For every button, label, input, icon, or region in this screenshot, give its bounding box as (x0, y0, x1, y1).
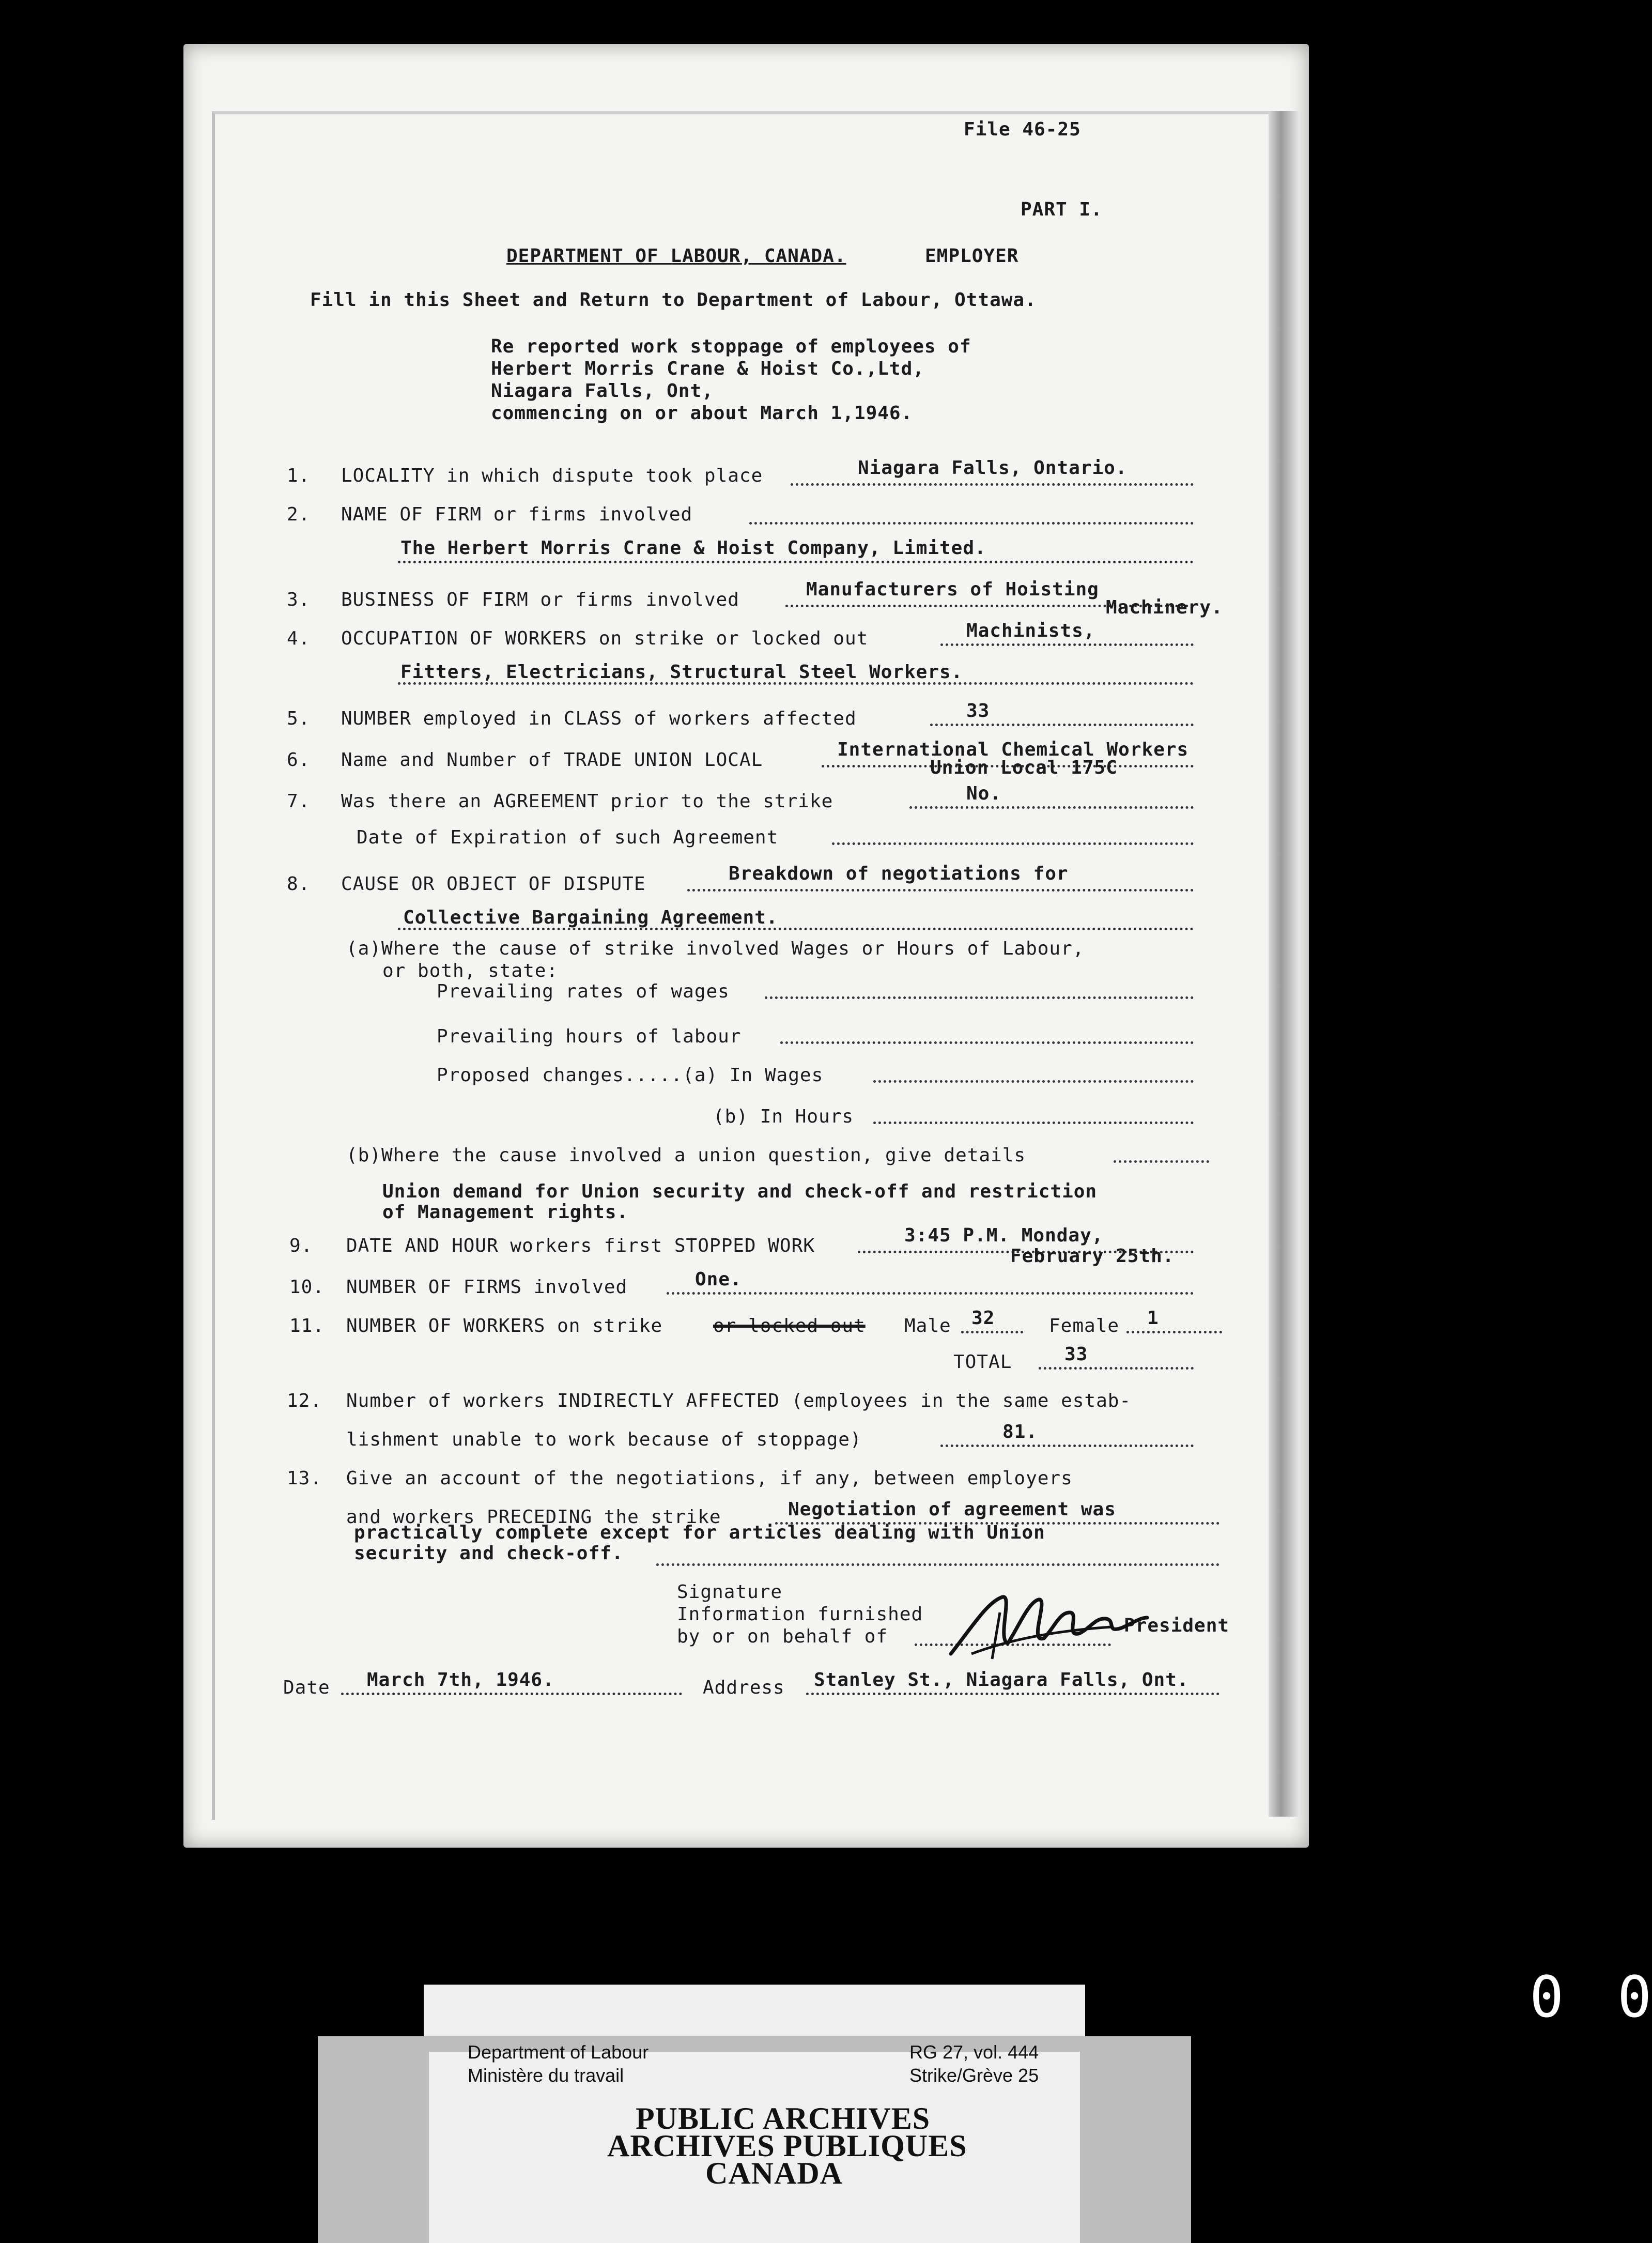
item-value: Negotiation of agreement was (788, 1499, 1116, 1520)
item-value: Breakdown of negotiations for (729, 863, 1069, 884)
item-value-cont: practically complete except for articles dealing with Union (354, 1522, 1045, 1543)
item-number: 1. (287, 465, 311, 486)
union-detail-1: Union demand for Union security and check-off and restriction (382, 1181, 1098, 1202)
fill-line (687, 889, 1194, 892)
item-value: 3:45 P.M. Monday, (904, 1225, 1104, 1246)
department-title: DEPARTMENT OF LABOUR, CANADA. (506, 245, 846, 267)
fill-line (961, 1331, 1023, 1333)
fill-line (780, 1041, 1194, 1044)
fill-line (656, 1563, 1219, 1566)
re-line-3: Niagara Falls, Ont, (491, 380, 714, 402)
union-detail-2: of Management rights. (382, 1202, 629, 1223)
fill-line (791, 483, 1194, 486)
item-label: Was there an AGREEMENT prior to the strike (341, 791, 833, 812)
item-label: Name and Number of TRADE UNION LOCAL (341, 749, 763, 771)
item-label: LOCALITY in which dispute took place (341, 465, 763, 486)
item-label: NUMBER employed in CLASS of workers affected (341, 708, 857, 729)
item-number: 12. (287, 1390, 322, 1411)
fill-line (832, 842, 1194, 845)
item-label: Number of workers INDIRECTLY AFFECTED (employees in the same estab- (346, 1390, 1132, 1411)
item-label: NUMBER OF FIRMS involved (346, 1277, 628, 1298)
fill-line (909, 806, 1194, 809)
archives-title-en: PUBLIC ARCHIVES (636, 2101, 931, 2136)
fill-line (873, 1080, 1194, 1083)
female-label: Female (1049, 1315, 1120, 1336)
item-value-cont: Fitters, Electricians, Structural Steel Workers. (400, 662, 963, 683)
fill-line (765, 996, 1194, 999)
fill-line (940, 1445, 1194, 1447)
union-question: (b)Where the cause involved a union question, give details (346, 1145, 1026, 1166)
item-label-cont: and workers PRECEDING the strike (346, 1507, 721, 1528)
fill-line (398, 561, 1194, 563)
struck-out-text: or locked out (713, 1315, 866, 1336)
item-label: DATE AND HOUR workers first STOPPED WORK (346, 1235, 815, 1256)
item-value-cont: Collective Bargaining Agreement. (403, 907, 778, 928)
item-number: 4. (287, 628, 311, 649)
fill-line (1039, 1367, 1194, 1370)
female-count: 1 (1147, 1308, 1159, 1329)
item-label: OCCUPATION OF WORKERS on strike or locked out (341, 628, 869, 649)
item-number: 11. (289, 1315, 325, 1336)
item-label: BUSINESS OF FIRM or firms involved (341, 589, 739, 610)
item-label-cont: lishment unable to work because of stoppage) (346, 1429, 862, 1450)
frame-digit: 0 (1530, 1964, 1565, 2030)
item-number: 2. (287, 504, 311, 525)
item-label: CAUSE OR OBJECT OF DISPUTE (341, 873, 646, 895)
proposed-hours-label: (b) In Hours (713, 1106, 854, 1127)
address-value: Stanley St., Niagara Falls, Ont. (814, 1669, 1189, 1691)
item-value: Niagara Falls, Ontario. (858, 457, 1128, 479)
item-number: 3. (287, 589, 311, 610)
item-number: 10. (289, 1277, 325, 1298)
wage-rates-label: Prevailing rates of wages (437, 981, 730, 1002)
department-fr: Ministère du travail (468, 2065, 624, 2086)
signature-label: Signature (677, 1581, 783, 1603)
re-line-1: Re reported work stoppage of employees of (491, 336, 971, 357)
date-value: March 7th, 1946. (367, 1669, 554, 1691)
film-frame-marker (1530, 1964, 1652, 2030)
item-number: 5. (287, 708, 311, 729)
file-number: File 46-25 (964, 119, 1081, 140)
fill-line (667, 1292, 1194, 1295)
item-value: International Chemical Workers (837, 739, 1189, 760)
fill-line (1126, 1331, 1222, 1333)
fill-line (873, 1122, 1194, 1124)
address-label: Address (703, 1677, 785, 1698)
total-count: 33 (1064, 1344, 1088, 1365)
strike-reference: Strike/Grève 25 (909, 2065, 1039, 2086)
fill-line (398, 682, 1194, 685)
hours-label: Prevailing hours of labour (437, 1026, 742, 1047)
wages-question-cont: or both, state: (382, 960, 559, 981)
item-value: The Herbert Morris Crane & Hoist Company, Limited. (400, 537, 986, 559)
frame-digit: 0 (1617, 1964, 1652, 2030)
fill-line (806, 1693, 1219, 1695)
fill-line (749, 522, 1194, 525)
item-value: 81. (1002, 1421, 1038, 1442)
re-line-2: Herbert Morris Crane & Hoist Co.,Ltd, (491, 358, 924, 379)
department-en: Department of Labour (468, 2041, 649, 2063)
item-value: No. (966, 783, 1002, 804)
item-sublabel: Date of Expiration of such Agreement (357, 827, 779, 848)
fill-line (1114, 1160, 1209, 1163)
total-label: TOTAL (953, 1351, 1012, 1373)
fill-line (341, 1693, 682, 1695)
archives-title-country: CANADA (705, 2156, 843, 2190)
item-number: 6. (287, 749, 311, 771)
item-value: One. (695, 1269, 742, 1290)
item-label: NAME OF FIRM or firms involved (341, 504, 693, 525)
item-value: Machinists, (966, 620, 1095, 641)
information-furnished-label: Information furnished (677, 1604, 923, 1625)
item-value-cont: Machinery. (1106, 597, 1223, 618)
item-value-cont: Union Local 175C (930, 757, 1118, 778)
on-behalf-label: by or on behalf of (677, 1626, 888, 1647)
archives-title-fr: ARCHIVES PUBLIQUES (607, 2129, 967, 2163)
item-value: 33 (966, 700, 990, 721)
page-edge (1269, 111, 1300, 1817)
handwritten-signature (940, 1581, 1157, 1664)
proposed-wages-label: Proposed changes.....(a) In Wages (437, 1065, 824, 1086)
item-value: Manufacturers of Hoisting (806, 579, 1099, 600)
instruction-text: Fill in this Sheet and Return to Department of Labour, Ottawa. (310, 289, 1037, 311)
fill-line (398, 928, 1194, 930)
item-number: 13. (287, 1468, 322, 1489)
wages-question: (a)Where the cause of strike involved Wages or Hours of Labour, (346, 938, 1085, 959)
re-line-4: commencing on or about March 1,1946. (491, 403, 913, 424)
date-label: Date (283, 1677, 330, 1698)
male-count: 32 (971, 1308, 995, 1329)
fill-line (930, 724, 1194, 726)
record-group: RG 27, vol. 444 (909, 2041, 1039, 2063)
male-label: Male (904, 1315, 951, 1336)
item-number: 7. (287, 791, 311, 812)
item-value-cont-2: security and check-off. (354, 1543, 624, 1564)
item-number: 9. (289, 1235, 313, 1256)
item-label: NUMBER OF WORKERS on strike (346, 1315, 663, 1336)
president-title: President (1124, 1615, 1230, 1636)
item-value-cont: February 25th. (1010, 1246, 1175, 1267)
item-number: 8. (287, 873, 311, 895)
item-label: Give an account of the negotiations, if any, between employers (346, 1468, 1073, 1489)
employer-label: EMPLOYER (925, 245, 1019, 267)
part-label: PART I. (1021, 199, 1103, 220)
fill-line (940, 643, 1194, 646)
